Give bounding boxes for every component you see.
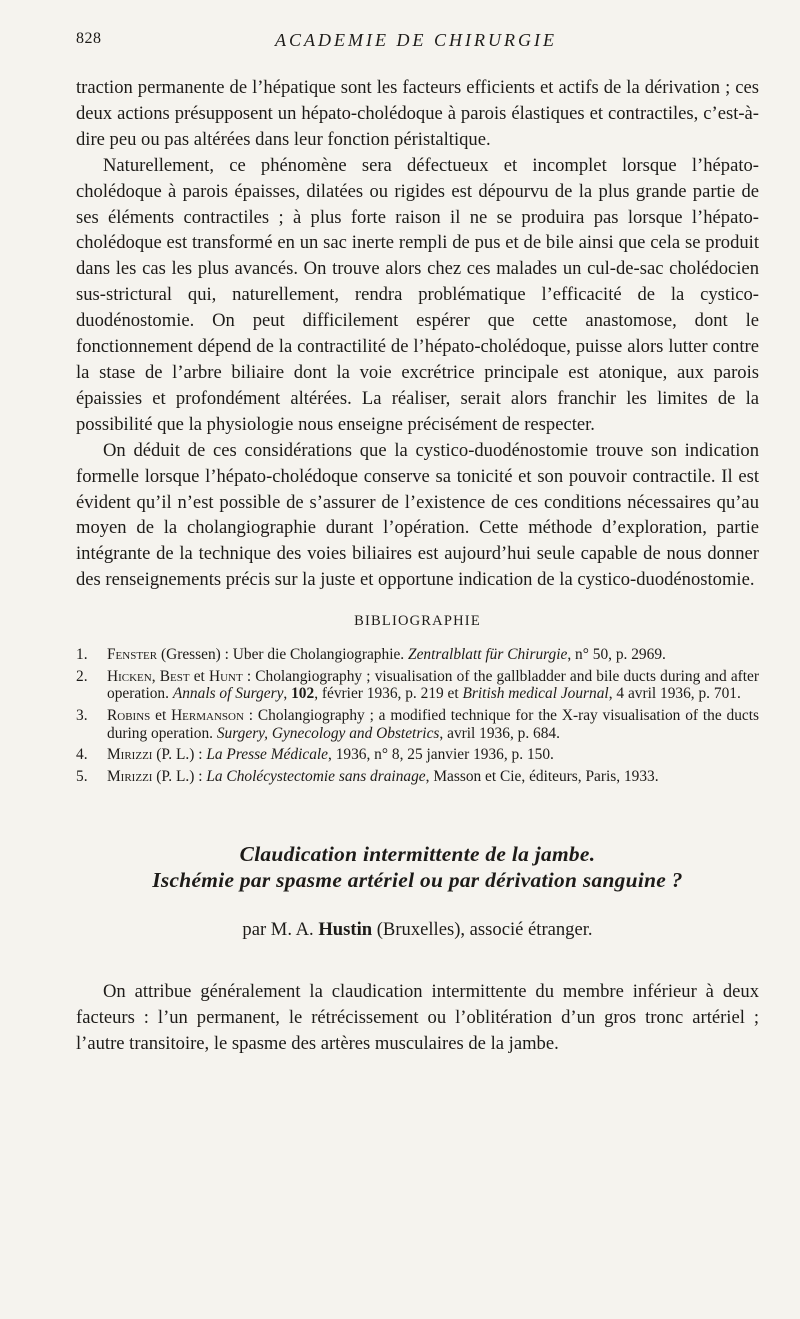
running-head: ACADEMIE DE CHIRURGIE bbox=[275, 30, 557, 50]
entry-author: Hermanson bbox=[171, 706, 244, 724]
entry-number: 2. bbox=[76, 667, 88, 685]
paragraph-continued: traction permanente de l’hépatique sont les facteurs efficients et actifs de la dérivation ; ces deux actions présupposent un hépato-cholédoque à parois élastiques et contractiles, c’est-à-dire peu ou pas altérées dans leur fonction péristaltique. bbox=[76, 77, 759, 150]
entry-author: Hicken bbox=[107, 667, 152, 685]
entry-number: 1. bbox=[76, 646, 88, 664]
paragraph: On déduit de ces considérations que la cystico-duodénostomie trouve son indication formelle lorsque l’hépato-cholédoque conserve sa tonicité et son pouvoir contractile. Il est évident qu’il n’est possible de s’assurer de l’existence de ces conditions nécessaires qu’au moyen de la cholangiographie durant l’opération. Cette méthode d’exploration, partie intégrante de la technique des voies biliaires est aujourd’hui seule capable de nous donner des renseignements précis sur la juste et opportune indication de la cystico-duodénostomie. bbox=[76, 439, 759, 591]
entry-journal: La Cholécystectomie sans drainage bbox=[206, 767, 426, 785]
entry-text: , avril 1936, p. 684. bbox=[439, 724, 560, 742]
entry-author: Mirizzi bbox=[107, 746, 153, 764]
article-byline bbox=[76, 919, 759, 941]
entry-text: : Cholangiography ; visualisation of the gallbladder and bile ducts during and after operation. bbox=[107, 667, 760, 703]
entry-number: 5. bbox=[76, 767, 88, 785]
bibliography-entry bbox=[76, 646, 759, 664]
bibliography-entry bbox=[76, 746, 759, 764]
entry-author: Best bbox=[159, 667, 190, 685]
entry-journal: Zentralblatt für Chirurgie bbox=[408, 646, 568, 664]
entry-text: , février 1936, p. 219 et bbox=[314, 685, 463, 703]
bibliography-entry bbox=[76, 768, 759, 786]
article-first-paragraph: On attribue généralement la claudication intermittente du membre inférieur à deux facteurs : l’un permanent, le rétrécissement ou l’oblitération d’un gros tronc artériel ; l’autre transitoire, le spasme des artères musculaires de la jambe. bbox=[76, 981, 759, 1055]
entry-author: Mirizzi bbox=[107, 767, 153, 785]
entry-number: 3. bbox=[76, 706, 88, 724]
byline-suffix: (Bruxelles), associé étranger. bbox=[372, 919, 593, 941]
page-header bbox=[76, 30, 756, 54]
paragraph: Naturellement, ce phénomène sera défectueux et incomplet lorsque l’hépato-cholédoque à parois épaisses, dilatées ou rigides est dépourvu de la plus grande partie de ses éléments contractiles ; à plus forte raison il ne se produira pas lorsque l’hépato-cholédoque est transformé en un sac inerte rempli de pus et de bile ainsi que cela se produit dans les cas les plus avancés. On trouve alors chez ces malades un cul-de-sac cholédocien sus-strictural qui, naturellement, rendra problématique l’efficacité de la cystico-duodénostomie. On peut difficilement espérer que cette anastomose, dont le fonctionnement dépend de la contractilité de l’hépato-cholédoque, puisse alors lutter contre la stase de l’arbre biliaire dont la voie excrétrice principale est atonique, aux parois épaissies et profondément altérées. La réaliser, serait alors franchir les limites de la possibilité que la physiologie nous enseigne précisément de respecter. bbox=[76, 154, 759, 435]
page-body bbox=[76, 75, 759, 1057]
bibliography-list bbox=[76, 646, 759, 785]
bibliography-entry bbox=[76, 707, 759, 742]
article-title-line-1: Claudication intermittente de la jambe. bbox=[239, 842, 596, 867]
page-number: 828 bbox=[76, 30, 102, 47]
entry-text: , bbox=[283, 685, 292, 703]
entry-author: Hunt bbox=[208, 667, 243, 685]
bibliography-entry bbox=[76, 668, 759, 703]
article-title bbox=[76, 841, 759, 893]
entry-text: , n° 50, p. 2969. bbox=[567, 646, 666, 664]
entry-text: : Cholangiography ; a modified technique for the X-ray visualisation of the ducts during operation. bbox=[107, 706, 759, 742]
entry-journal: Annals of Surgery bbox=[172, 685, 284, 703]
entry-volume: 102 bbox=[291, 685, 315, 703]
entry-journal: La Presse Médicale bbox=[206, 746, 328, 764]
entry-text: et bbox=[189, 667, 209, 685]
entry-text: (P. L.) : bbox=[152, 767, 207, 785]
entry-author: Robins bbox=[107, 706, 151, 724]
byline-author: Hustin bbox=[318, 919, 373, 941]
entry-text: , Masson et Cie, éditeurs, Paris, 1933. bbox=[425, 767, 659, 785]
entry-author: Fenster bbox=[107, 646, 158, 664]
byline-prefix: par M. A. bbox=[242, 919, 319, 941]
bibliography-heading: BIBLIOGRAPHIE bbox=[354, 613, 481, 630]
article-title-line-2: Ischémie par spasme artériel ou par dérivation sanguine ? bbox=[152, 868, 683, 893]
entry-text: , 1936, n° 8, 25 janvier 1936, p. 150. bbox=[328, 746, 554, 764]
entry-text: (P. L.) : bbox=[152, 746, 207, 764]
entry-journal: Surgery, Gynecology and Obstetrics bbox=[216, 724, 440, 742]
entry-number: 4. bbox=[76, 746, 88, 764]
entry-text: , 4 avril 1936, p. 701. bbox=[608, 685, 741, 703]
entry-text: (Gressen) : Uber die Cholangiographie. bbox=[157, 646, 409, 664]
entry-text: et bbox=[150, 706, 172, 724]
entry-journal: British medical Journal bbox=[462, 685, 609, 703]
entry-text: , bbox=[151, 667, 160, 685]
